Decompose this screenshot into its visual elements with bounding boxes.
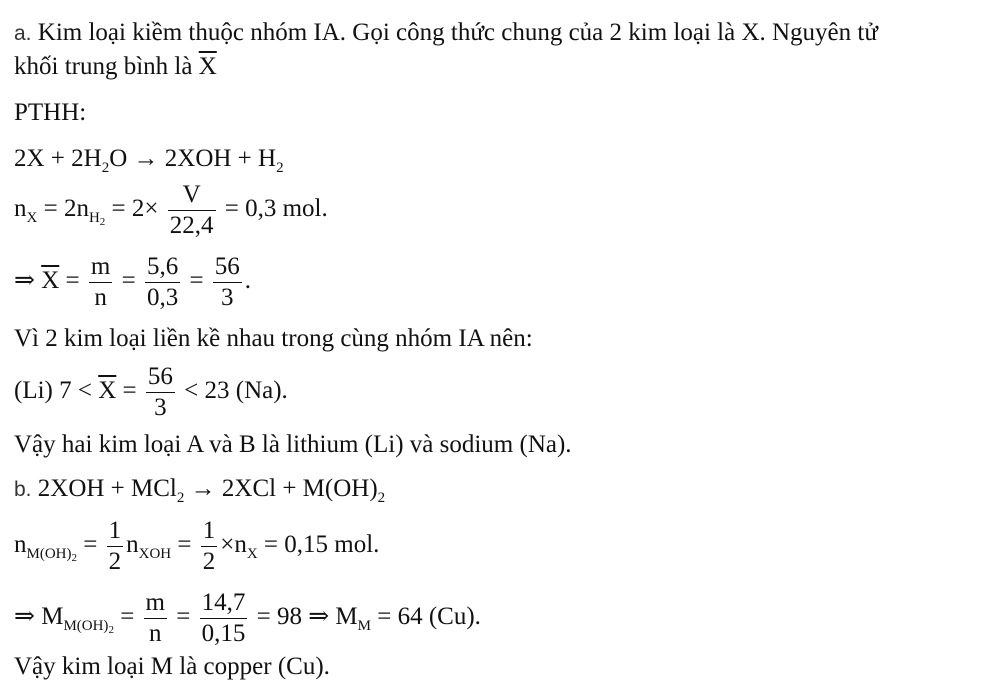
equation-molar-mass <box>14 588 481 649</box>
eq-text: → 2XCl + M(OH) <box>184 475 378 502</box>
eq-text: n <box>126 531 139 559</box>
fraction-m-over-n <box>144 588 167 649</box>
eq-subscript: 2 <box>377 490 386 506</box>
eq-text: O → 2XOH + H <box>109 145 277 172</box>
eq-text: = <box>189 267 204 295</box>
eq-text: = <box>113 603 135 631</box>
eq-text: = <box>171 531 192 559</box>
eq-subscript: 2 <box>176 490 185 506</box>
part-a-intro-text1: Kim loại kiềm thuộc nhóm IA. Gọi công thức chung của 2 kim loại là X. Nguyên tử <box>37 19 878 46</box>
fraction-56-over-3 <box>146 362 175 423</box>
eq-subscript: X <box>246 546 258 563</box>
fraction-denominator: 3 <box>221 284 234 311</box>
eq-text: n <box>14 531 27 559</box>
fraction-1-over-2 <box>201 516 218 577</box>
eq-subscript-text: M(OH) <box>26 546 72 563</box>
eq-subscript: XOH <box>138 546 172 563</box>
part-a-intro-text2: khối trung bình là <box>14 53 199 80</box>
part-b-label: b. <box>14 478 32 501</box>
fraction-5-6-over-0-3 <box>145 252 180 313</box>
eq-subscript-text: M(OH) <box>63 618 109 635</box>
eq-subscript: 2 <box>276 160 284 176</box>
eq-text: = <box>59 267 80 295</box>
pthh-heading: PTHH: <box>14 99 87 126</box>
eq-subscript-sub: 2 <box>71 552 77 565</box>
part-b-conclusion: Vậy kim loại M là copper (Cu). <box>14 653 330 680</box>
fraction-numerator: m <box>144 588 167 619</box>
part-a-label: a. <box>14 22 32 45</box>
eq-text: = <box>116 377 137 405</box>
fraction-numerator: V <box>168 180 216 211</box>
fraction-numerator: 14,7 <box>200 588 248 619</box>
part-a-intro-line2 <box>14 52 217 82</box>
eq-text: = <box>121 267 136 295</box>
eq-text: ⇒ M <box>14 603 64 631</box>
x-bar-symbol: $\overline{X}$ <box>41 267 60 295</box>
eq-text: = <box>176 603 191 631</box>
fraction-56-over-3 <box>213 252 242 313</box>
fraction-1-over-2 <box>107 516 124 577</box>
eq-subscript <box>63 618 114 637</box>
equation-mole-x <box>14 180 328 241</box>
fraction-numerator: 1 <box>201 516 218 547</box>
eq-subscript: 2 <box>101 160 110 176</box>
part-a-intro-line1 <box>14 18 878 49</box>
fraction-denominator: 2 <box>108 548 122 575</box>
fraction-denominator: 0,3 <box>146 284 179 311</box>
fraction-denominator: 2 <box>202 548 216 575</box>
eq-subscript-sub: 2 <box>99 216 106 229</box>
fraction-numerator: 56 <box>213 252 242 283</box>
part-a-conclusion: Vậy hai kim loại A và B là lithium (Li) và sodium (Na). <box>14 431 572 458</box>
x-bar-symbol: $\overline{X}$ <box>198 53 217 80</box>
fraction-numerator: 5,6 <box>145 252 180 283</box>
fraction-numerator: 1 <box>107 516 124 547</box>
eq-subscript-text: H <box>88 210 100 227</box>
fraction-14-7-over-0-15 <box>200 588 248 649</box>
eq-text: (Li) 7 < <box>14 377 99 405</box>
reasoning-line: Vì 2 kim loại liền kề nhau trong cùng nhóm IA nên: <box>14 325 533 352</box>
eq-subscript: M <box>357 618 371 635</box>
eq-text: = 98 ⇒ M <box>256 603 358 631</box>
fraction-m-over-n <box>89 252 112 313</box>
equation-reaction-mcl2 <box>14 474 385 513</box>
eq-subscript <box>88 210 106 229</box>
eq-subscript-sub: 2 <box>108 624 114 637</box>
eq-text: = 0,15 mol. <box>257 531 380 559</box>
fraction-denominator: n <box>149 620 162 647</box>
fraction-v-over-22-4 <box>168 180 216 241</box>
eq-text: = 64 (Cu). <box>370 603 481 631</box>
eq-text: = 2× <box>105 195 159 223</box>
eq-subscript <box>26 546 78 565</box>
equation-mole-hydroxide <box>14 516 379 577</box>
eq-text: = 2n <box>37 195 89 223</box>
eq-text: 2XOH + MCl <box>37 475 177 502</box>
eq-text: . <box>244 267 252 295</box>
fraction-numerator: m <box>89 252 112 283</box>
inequality-line <box>14 362 288 423</box>
eq-text: = 0,3 mol. <box>224 195 328 223</box>
equation-average-mass <box>14 252 251 313</box>
eq-text: ⇒ <box>14 267 42 295</box>
x-bar-symbol: $\overline{X}$ <box>98 377 117 405</box>
fraction-denominator: 0,15 <box>201 620 246 647</box>
fraction-denominator: 22,4 <box>169 212 214 239</box>
eq-text: = <box>77 531 98 559</box>
eq-subscript: X <box>26 210 38 227</box>
eq-text: n <box>14 195 27 223</box>
fraction-numerator: 56 <box>146 362 175 393</box>
eq-text: < 23 (Na). <box>184 377 288 405</box>
fraction-denominator: 3 <box>154 394 167 421</box>
eq-text: ×n <box>220 531 247 559</box>
fraction-denominator: n <box>94 284 107 311</box>
eq-text: 2X + 2H <box>14 145 102 172</box>
equation-reaction-water <box>14 144 284 183</box>
